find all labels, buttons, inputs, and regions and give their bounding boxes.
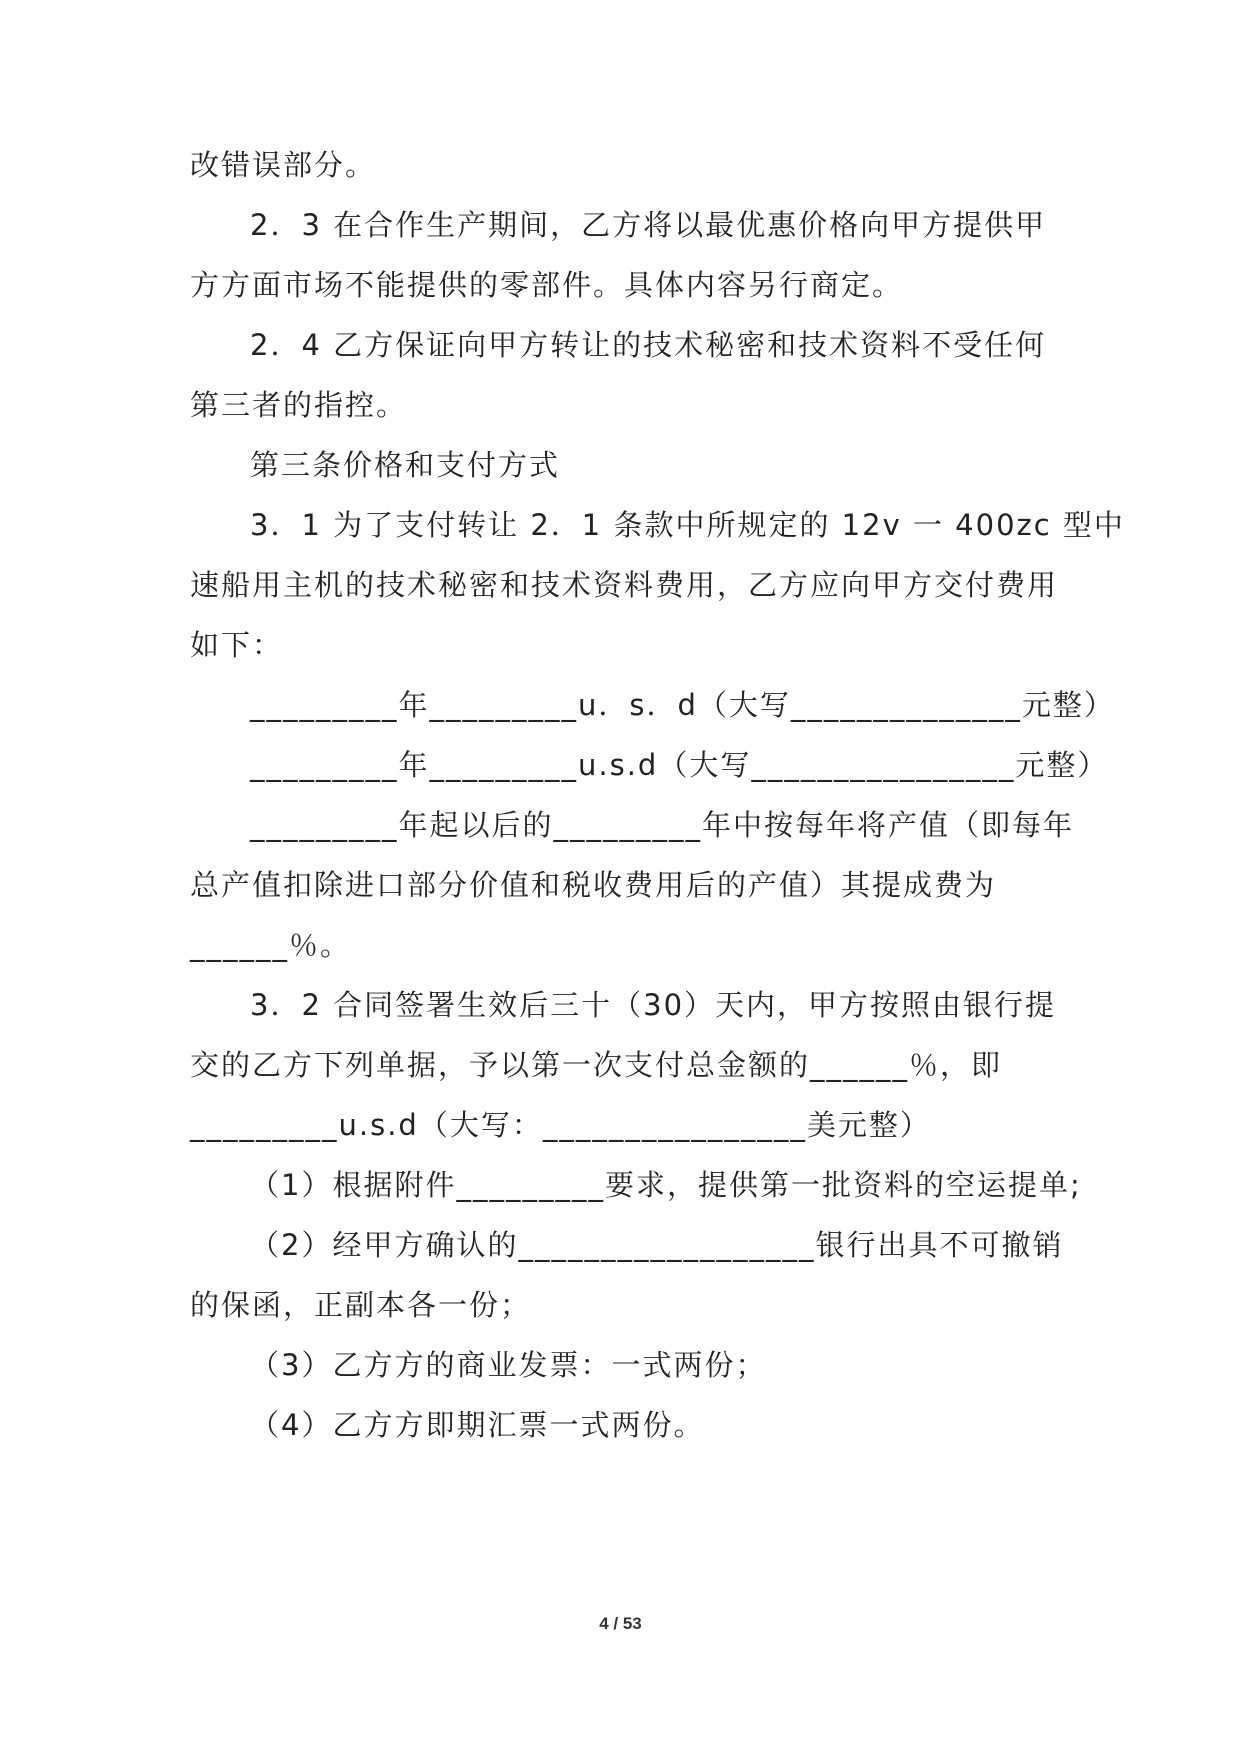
- list-item: （1）根据附件_________要求，提供第一批资料的空运提单;: [250, 1168, 1082, 1202]
- section-heading: 第三条价格和支付方式: [250, 448, 561, 482]
- text-line: _________年起以后的_________年中按每年将产值（即每年: [250, 808, 1075, 842]
- text-line: 如下：: [190, 628, 284, 662]
- text-line: 2．4 乙方保证向甲方转让的技术秘密和技术资料不受任何: [250, 328, 1047, 362]
- page-number: 4 / 53: [599, 1614, 642, 1633]
- text-line: 3．1 为了支付转让 2．1 条款中所规定的 12v 一 400zc 型中: [250, 508, 1125, 542]
- list-item: （4）乙方方即期汇票一式两份。: [250, 1408, 705, 1442]
- text-line: _________年_________u．s．d（大写______________元整）: [250, 688, 1115, 722]
- text-line: 交的乙方下列单据，予以第一次支付总金额的______％，即: [190, 1048, 1003, 1082]
- list-item: （2）经甲方确认的__________________银行出具不可撤销: [250, 1228, 1064, 1262]
- text-line: ______％。: [190, 928, 352, 962]
- text-line: 3．2 合同签署生效后三十（30）天内，甲方按照由银行提: [250, 988, 1057, 1022]
- text-line: 第三者的指控。: [190, 388, 408, 422]
- text-line: 总产值扣除进口部分价值和税收费用后的产值）其提成费为: [190, 868, 997, 902]
- text-line: 改错误部分。: [190, 148, 377, 182]
- text-line: 的保函，正副本各一份；: [190, 1288, 532, 1322]
- text-line: 方方面市场不能提供的零部件。具体内容另行商定。: [190, 268, 904, 302]
- text-line: 速船用主机的技术秘密和技术资料费用，乙方应向甲方交付费用: [190, 568, 1059, 602]
- list-item: （3）乙方方的商业发票：一式两份；: [250, 1348, 767, 1382]
- text-line: _________年_________u.s.d（大写________________元整）: [250, 748, 1109, 782]
- text-line: _________u.s.d（大写：________________美元整）: [190, 1108, 931, 1142]
- text-line: 2．3 在合作生产期间，乙方将以最优惠价格向甲方提供甲: [250, 208, 1047, 242]
